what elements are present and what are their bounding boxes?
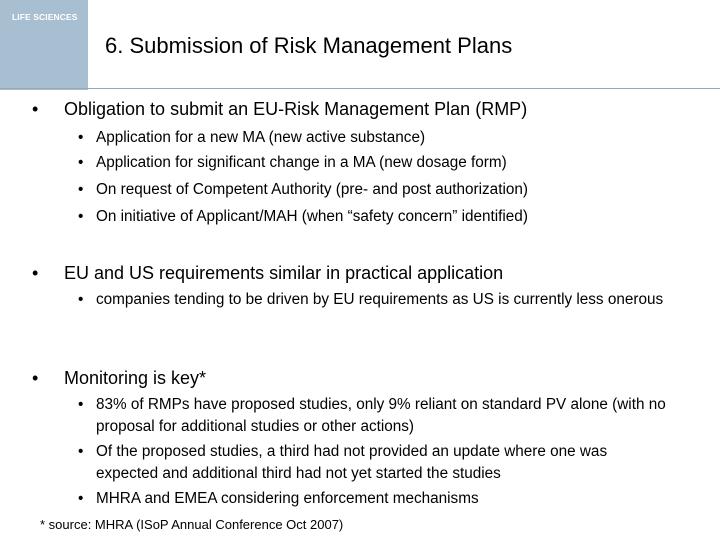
bullet-dot: • bbox=[32, 263, 39, 283]
list-item bbox=[78, 488, 688, 510]
bullet-dot: • bbox=[32, 368, 39, 388]
list-item-text: 83% of RMPs have proposed studies, only 9% reliant on standard PV alone (with no proposal for additional studies or other actions) bbox=[96, 396, 666, 435]
section-heading-text: Monitoring is key* bbox=[64, 368, 207, 388]
list-item bbox=[78, 441, 688, 485]
bullet-dot: • bbox=[78, 443, 84, 460]
list-item bbox=[78, 289, 688, 333]
bullet-dot: • bbox=[78, 490, 84, 507]
section-heading-1 bbox=[32, 98, 672, 120]
list-item bbox=[78, 127, 698, 149]
footnote: * source: MHRA (ISoP Annual Conference Oct 2007) bbox=[40, 517, 344, 532]
list-item-text: companies tending to be driven by EU requirements as US is currently less onerous bbox=[96, 291, 664, 308]
title-divider bbox=[0, 88, 720, 89]
bullet-dot: • bbox=[78, 291, 84, 308]
list-item-text: On request of Competent Authority (pre- and post authorization) bbox=[96, 181, 528, 198]
list-item-text: Application for significant change in a MA (new dosage form) bbox=[96, 154, 507, 171]
bullet-dot: • bbox=[78, 181, 84, 198]
list-item bbox=[78, 179, 698, 201]
section-heading-3 bbox=[32, 367, 672, 389]
list-item bbox=[78, 152, 698, 174]
bullet-dot: • bbox=[32, 99, 39, 119]
bullet-dot: • bbox=[78, 396, 84, 413]
bullet-dot: • bbox=[78, 129, 84, 146]
bullet-dot: • bbox=[78, 154, 84, 171]
slide-title: 6. Submission of Risk Management Plans bbox=[105, 33, 513, 58]
bullet-dot: • bbox=[78, 208, 84, 225]
list-item-text: Application for a new MA (new active substance) bbox=[96, 129, 426, 146]
list-item bbox=[78, 206, 698, 228]
brand-logo-box bbox=[0, 0, 88, 90]
section-heading-text: Obligation to submit an EU-Risk Management Plan (RMP) bbox=[64, 99, 528, 119]
list-item-text: On initiative of Applicant/MAH (when “safety concern” identified) bbox=[96, 208, 528, 225]
list-item-text: MHRA and EMEA considering enforcement mechanisms bbox=[96, 490, 479, 507]
list-item bbox=[78, 394, 688, 438]
brand-label: LIFE SCIENCES bbox=[12, 12, 78, 22]
section-heading-text: EU and US requirements similar in practical application bbox=[64, 263, 504, 283]
section-heading-2 bbox=[32, 262, 672, 284]
list-item-text: Of the proposed studies, a third had not provided an update where one was expected and additional third had not yet started the studies bbox=[96, 443, 608, 482]
